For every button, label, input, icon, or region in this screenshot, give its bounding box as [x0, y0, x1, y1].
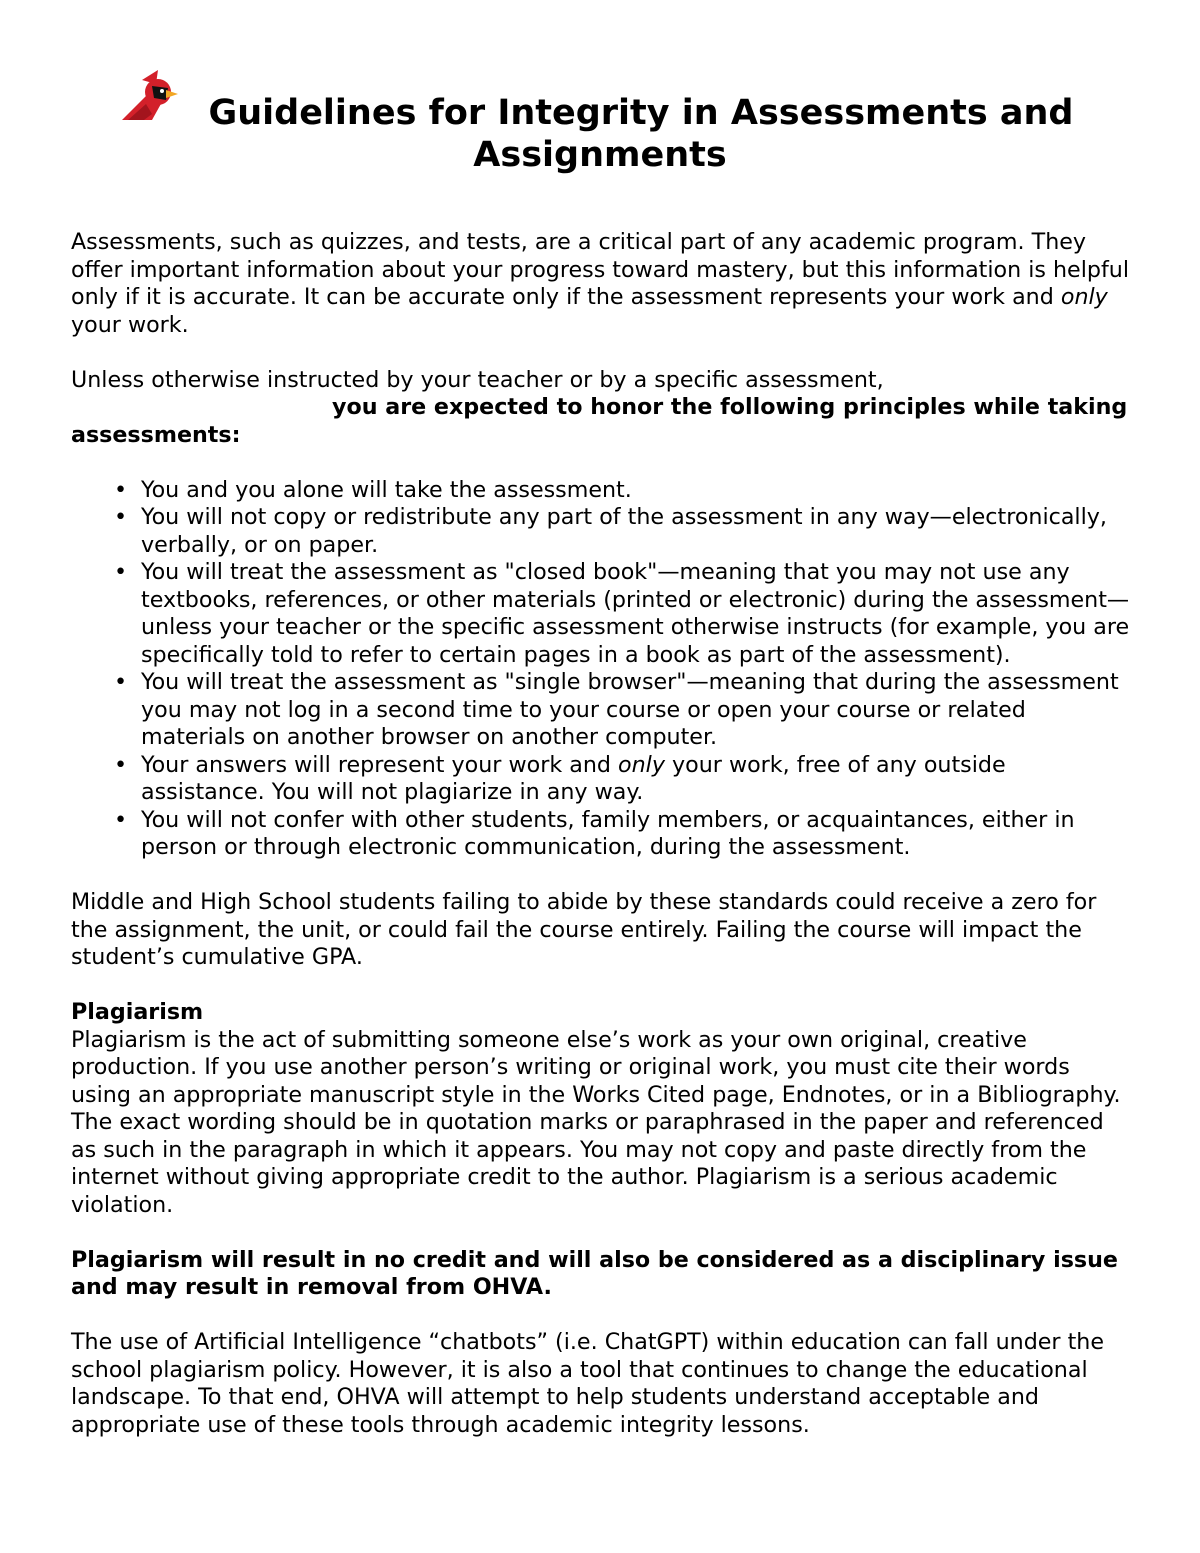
list-item: • You will treat the assessment as "closed book"—meaning that you may not use any textbooks, references, or other materials (printed or electronic) during the assessment—unless your teacher or the specific assessment otherwise instructs (for example, you are specifically told to refer to certain pages in a book as part of the assessment).	[141, 559, 1131, 669]
unless-paragraph	[71, 367, 1131, 450]
plagiarism-section	[71, 999, 1131, 1219]
consequence-paragraph: Middle and High School students failing to abide by these standards could receive a zero for the assignment, the unit, or could fail the course entirely. Failing the course will impact the student’s cumulative GPA.	[71, 889, 1097, 970]
plagiarism-warning: Plagiarism will result in no credit and will also be considered as a disciplinary issue and may result in removal from OHVA.	[71, 1246, 1118, 1300]
title-line-1: Guidelines for Integrity in Assessments and	[208, 93, 1074, 133]
list-item	[141, 752, 1131, 807]
intro-text-1: Assessments, such as quizzes, and tests, are a critical part of any academic program. They offer important information about your progress toward mastery, but this information is helpful only if it is accurate. It can be accurate only if the assessment represents your work and	[71, 229, 1129, 310]
intro-paragraph	[71, 229, 1131, 339]
principles-list	[71, 477, 1131, 862]
list-item: • You will treat the assessment as "single browser"—meaning that during the assessment you may not log in a second time to your course or open your course or related materials on another browser on another computer.	[141, 669, 1131, 752]
list-item: • You and you alone will take the assessment.	[141, 477, 1131, 505]
page-title	[0, 92, 1200, 176]
ai-paragraph: The use of Artificial Intelligence “chatbots” (i.e. ChatGPT) within education can fall under the school plagiarism policy. However, it is also a tool that continues to change the educational landscape. To that end, OHVA will attempt to help students understand acceptable and appropriate use of these tools through academic integrity lessons.	[71, 1329, 1105, 1438]
document-body	[71, 229, 1131, 1467]
plagiarism-heading: Plagiarism	[71, 999, 204, 1025]
title-line-2: Assignments	[473, 135, 727, 175]
list-item-text-after: your work, free of any outside assistance. You will not plagiarize in any way.	[141, 751, 1006, 805]
list-item-text-before: Your answers will represent your work and	[141, 751, 619, 778]
unless-lead: Unless otherwise instructed by your teacher or by a specific assessment,	[71, 366, 884, 393]
intro-text-2: your work.	[71, 311, 189, 338]
list-item: • You will not copy or redistribute any part of the assessment in any way—electronically, verbally, or on paper.	[141, 504, 1131, 559]
unless-bold	[71, 394, 1127, 448]
intro-emphasis: only	[1060, 284, 1108, 310]
list-item-emphasis: only	[618, 751, 665, 778]
unless-bold-text: you are expected to honor the following principles while taking assessments:	[71, 394, 1128, 448]
plagiarism-body: Plagiarism is the act of submitting someone else’s work as your own original, creative production. If you use another person’s writing or original work, you must cite their words using an appropriate manuscript style in the Works Cited page, Endnotes, or in a Bibliography. The exact wording should be in quotation marks or paraphrased in the paper and referenced as such in the paragraph in which it appears. You may not copy and paste directly from the internet without giving appropriate credit to the author. Plagiarism is a serious academic violation.	[71, 1026, 1121, 1218]
list-item: • You will not confer with other students, family members, or acquaintances, either in person or through electronic communication, during the assessment.	[141, 807, 1131, 862]
